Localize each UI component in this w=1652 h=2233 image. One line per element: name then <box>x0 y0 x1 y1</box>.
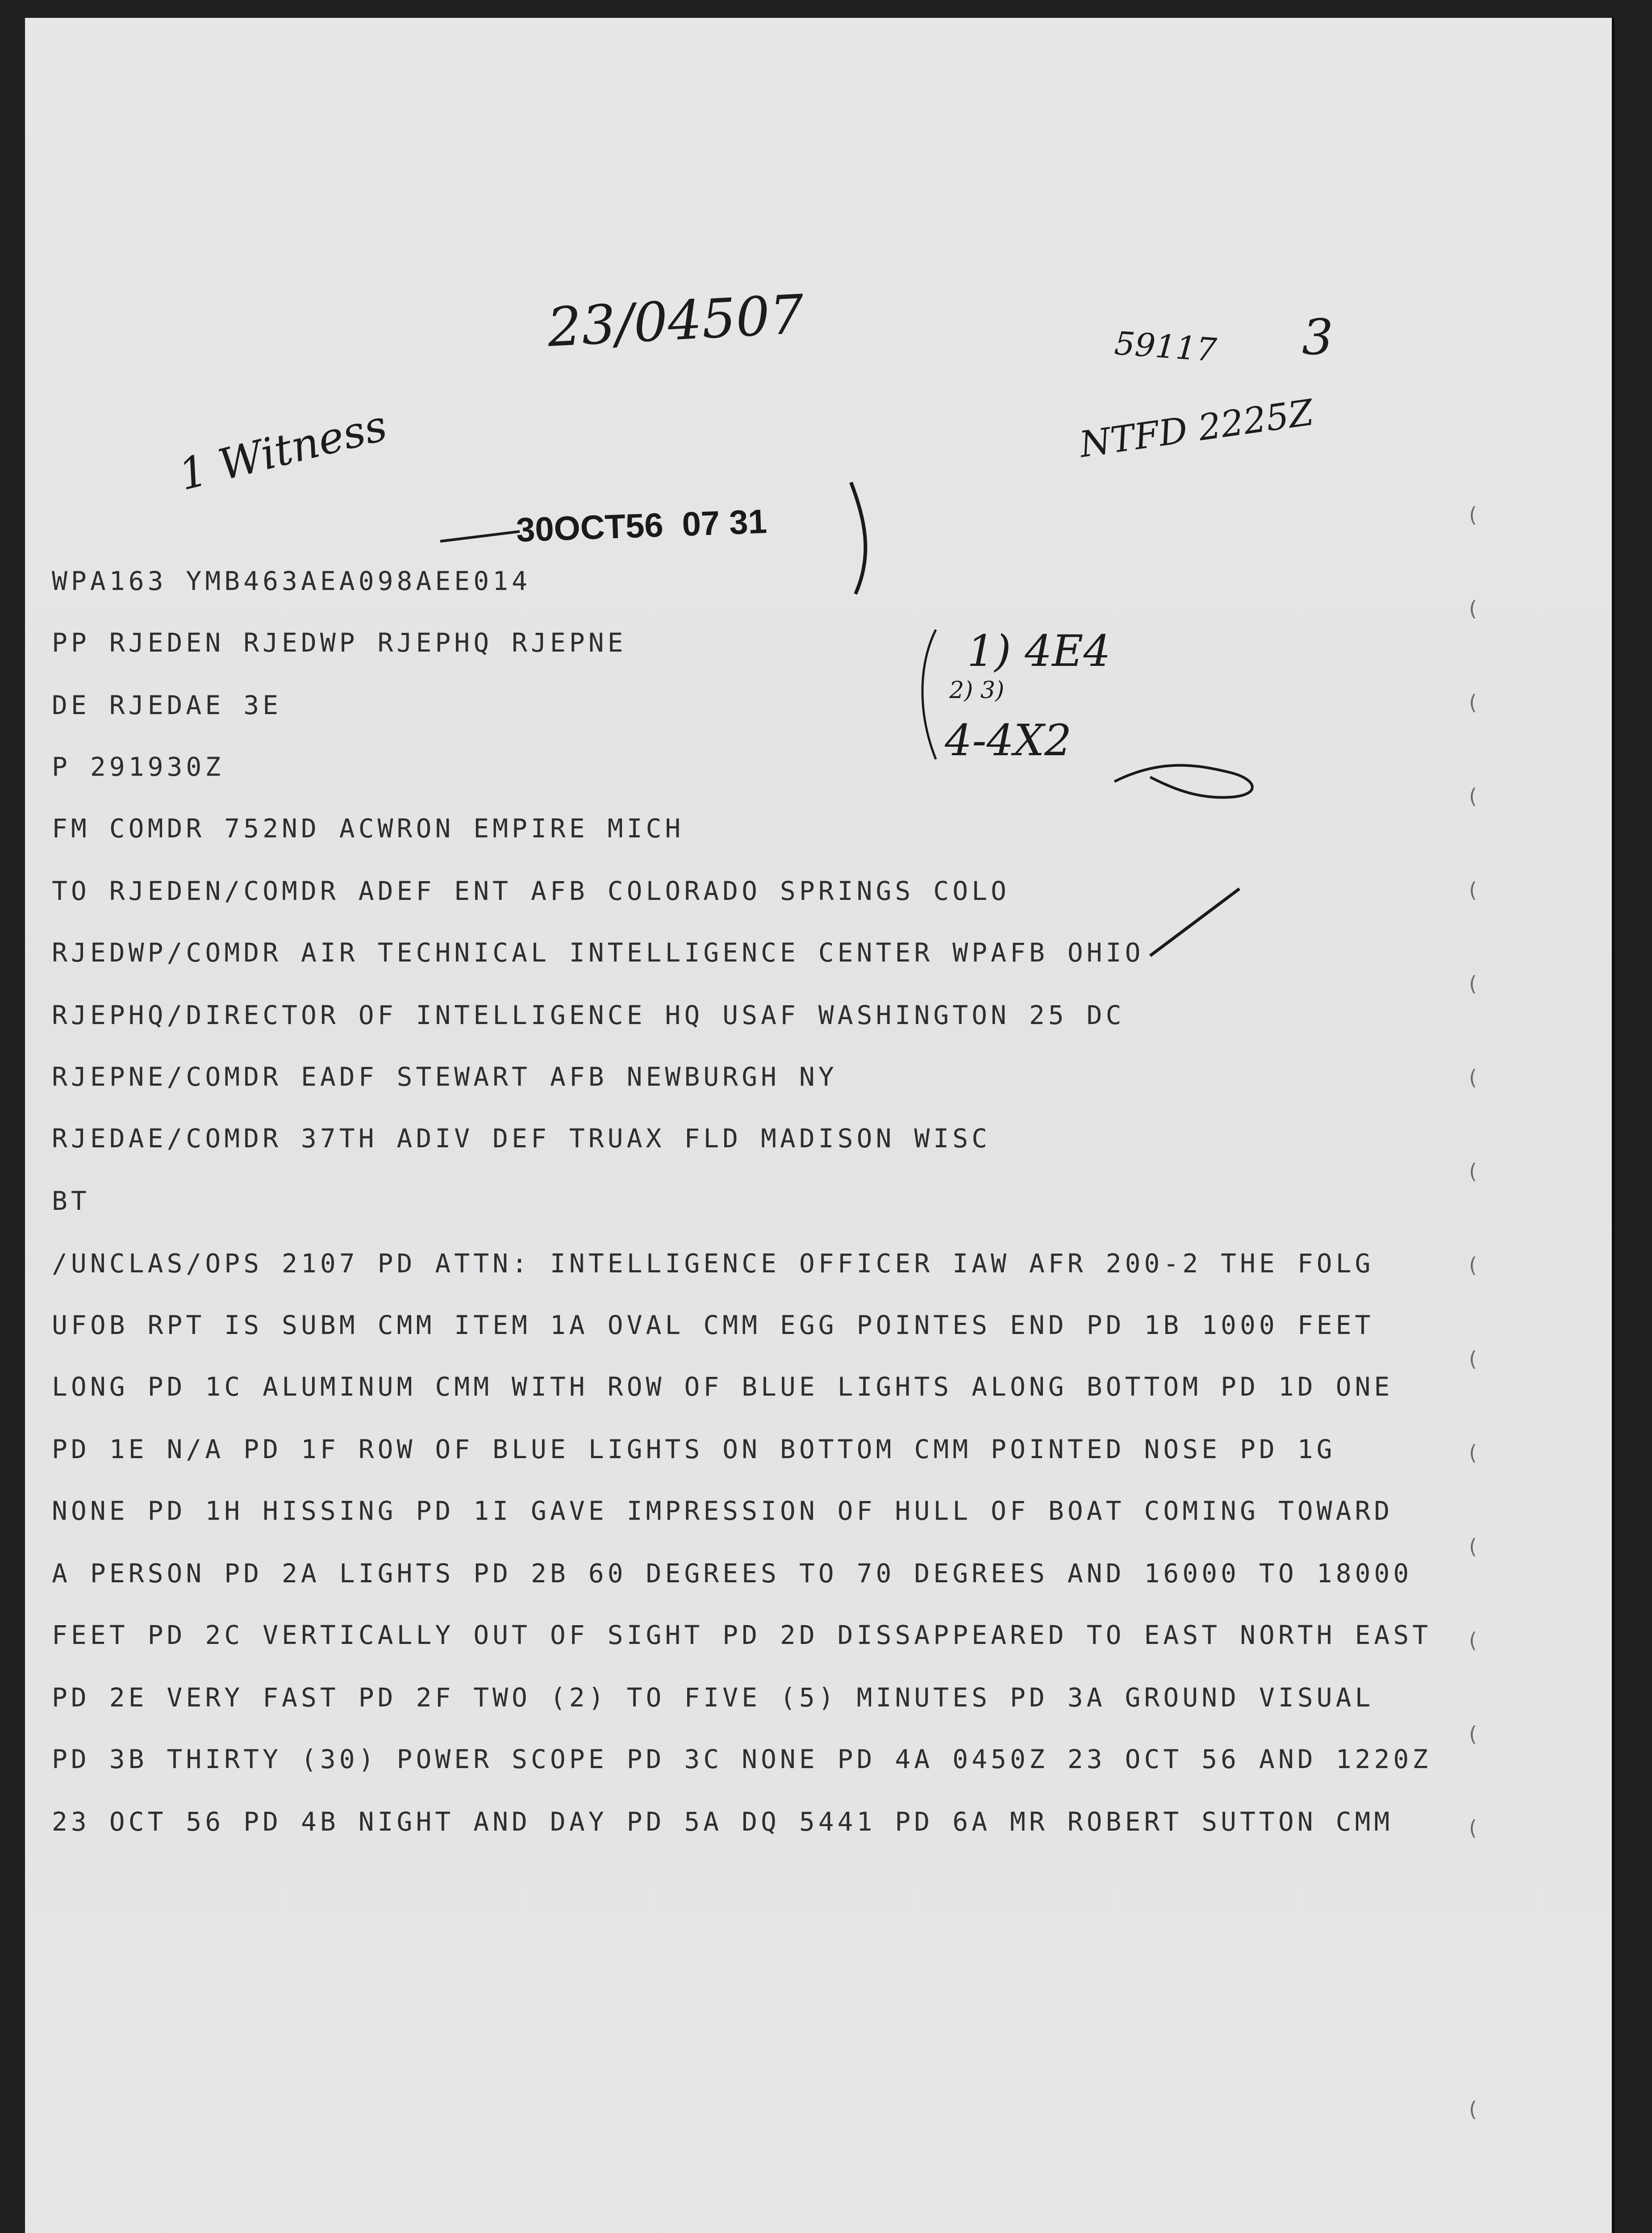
de-line: DE RJEDAE 3E <box>52 690 282 720</box>
body-line: 23 OCT 56 PD 4B NIGHT AND DAY PD 5A DQ 5441 PD 6A MR ROBERT SUTTON CMM <box>52 1806 1393 1837</box>
handwritten-page-marker: 3 <box>1302 309 1333 366</box>
handwritten-dtg-note: 23/04507 <box>546 284 806 359</box>
handwritten-eval-line-2: 2) 3) <box>949 677 1005 704</box>
feed-hole-mark: ( <box>1469 1628 1477 1652</box>
to-line-2: RJEDWP/COMDR AIR TECHNICAL INTELLIGENCE CENTER WPAFB OHIO <box>52 937 1144 968</box>
feed-hole-mark: ( <box>1469 1347 1477 1371</box>
feed-hole-mark: ( <box>1469 2097 1477 2121</box>
feed-hole-mark: ( <box>1469 1253 1477 1277</box>
header-line: WPA163 YMB463AEA098AEE014 <box>52 566 531 596</box>
to-line-1: TO RJEDEN/COMDR ADEF ENT AFB COLORADO SPRINGS COLO <box>52 876 1010 906</box>
to-line-4: RJEPNE/COMDR EADF STEWART AFB NEWBURGH NY <box>52 1062 838 1092</box>
feed-hole-mark: ( <box>1469 597 1477 621</box>
from-line: FM COMDR 752ND ACWRON EMPIRE MICH <box>52 813 684 844</box>
feed-hole-mark: ( <box>1469 1722 1477 1746</box>
handwritten-case-number: 59117 <box>1113 324 1218 369</box>
to-line-3: RJEPHQ/DIRECTOR OF INTELLIGENCE HQ USAF WASHINGTON 25 DC <box>52 1000 1125 1030</box>
body-line: /UNCLAS/OPS 2107 PD ATTN: INTELLIGENCE OFFICER IAW AFR 200-2 THE FOLG <box>52 1248 1374 1279</box>
handwritten-eval-line-3: 4-4X2 <box>945 715 1072 765</box>
routing-line: PP RJEDEN RJEDWP RJEPHQ RJEPNE <box>52 627 627 658</box>
body-line: PD 3B THIRTY (30) POWER SCOPE PD 3C NONE PD 4A 0450Z 23 OCT 56 AND 1220Z <box>52 1744 1432 1774</box>
body-line: NONE PD 1H HISSING PD 1I GAVE IMPRESSION OF HULL OF BOAT COMING TOWARD <box>52 1496 1393 1526</box>
sheet-right-edge <box>1612 18 1614 2233</box>
body-line: PD 1E N/A PD 1F ROW OF BLUE LIGHTS ON BOTTOM CMM POINTED NOSE PD 1G <box>52 1434 1336 1464</box>
body-line: UFOB RPT IS SUBM CMM ITEM 1A OVAL CMM EGG POINTES END PD 1B 1000 FEET <box>52 1310 1374 1340</box>
body-line: FEET PD 2C VERTICALLY OUT OF SIGHT PD 2D DISSAPPEARED TO EAST NORTH EAST <box>52 1620 1432 1650</box>
feed-hole-mark: ( <box>1469 1441 1477 1465</box>
body-line: A PERSON PD 2A LIGHTS PD 2B 60 DEGREES TO 70 DEGREES AND 16000 TO 18000 <box>52 1558 1413 1589</box>
received-date-stamp: 30OCT56 07 31 <box>515 502 768 549</box>
feed-hole-mark: ( <box>1469 1535 1477 1559</box>
handwritten-eval-line-1: 1) 4E4 <box>967 626 1111 676</box>
feed-hole-mark: ( <box>1469 972 1477 996</box>
handwritten-ntfd: NTFD 2225Z <box>1077 391 1316 466</box>
feed-hole-mark: ( <box>1469 1066 1477 1090</box>
body-line: LONG PD 1C ALUMINUM CMM WITH ROW OF BLUE LIGHTS ALONG BOTTOM PD 1D ONE <box>52 1372 1393 1402</box>
feed-hole-mark: ( <box>1469 1816 1477 1840</box>
feed-hole-mark: ( <box>1469 784 1477 808</box>
feed-hole-mark: ( <box>1469 503 1477 527</box>
to-line-5: RJEDAE/COMDR 37TH ADIV DEF TRUAX FLD MADISON WISC <box>52 1123 991 1154</box>
feed-hole-mark: ( <box>1469 690 1477 715</box>
body-line: PD 2E VERY FAST PD 2F TWO (2) TO FIVE (5) MINUTES PD 3A GROUND VISUAL <box>52 1682 1374 1713</box>
bt-line: BT <box>52 1186 90 1216</box>
dtg-line: P 291930Z <box>52 752 225 782</box>
handwritten-witness: 1 Witness <box>174 400 392 500</box>
feed-hole-mark: ( <box>1469 878 1477 902</box>
teletype-message-sheet <box>25 18 1614 2233</box>
feed-hole-mark: ( <box>1469 1159 1477 1183</box>
